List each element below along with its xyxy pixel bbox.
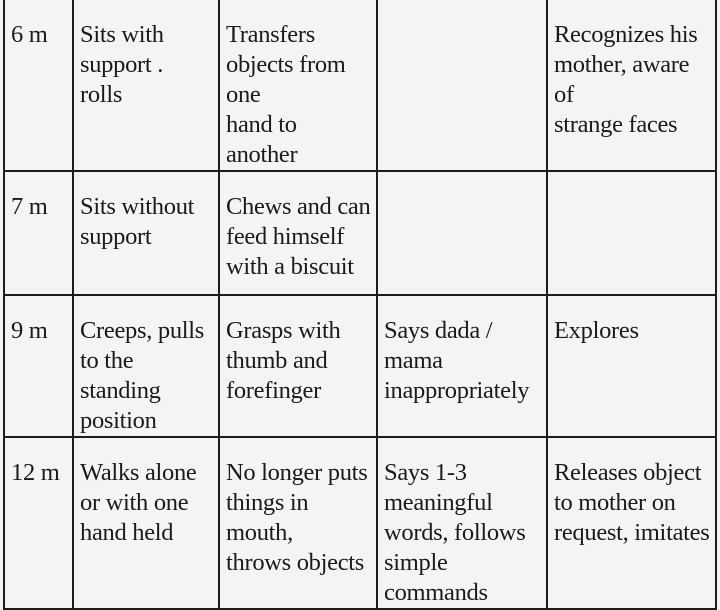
fine-motor-cell — [219, 171, 377, 295]
gross-motor-text: Sits with support . rolls — [80, 21, 164, 108]
gross-motor-text: Sits without support — [80, 193, 195, 250]
social-text: Recognizes his mother, aware of strange faces — [554, 21, 698, 138]
age-cell — [4, 295, 73, 437]
gross-motor-cell — [73, 437, 219, 609]
fine-motor-text: Transfers objects from one hand to another — [226, 21, 346, 168]
age-text: 12 m — [11, 459, 60, 486]
table-row-12m — [4, 437, 716, 609]
social-text: Releases object to mother on request, imitates — [554, 459, 710, 546]
social-cell — [547, 437, 716, 609]
social-cell — [547, 295, 716, 437]
fine-motor-cell — [219, 295, 377, 437]
gross-motor-text: Creeps, pulls to the standing position — [80, 317, 205, 434]
age-cell — [4, 0, 73, 171]
language-text: Says 1-3 meaningful words, follows simple commands — [384, 459, 526, 606]
language-cell — [377, 437, 547, 609]
language-cell — [377, 171, 547, 295]
age-cell — [4, 171, 73, 295]
age-text: 6 m — [11, 21, 48, 48]
age-text: 7 m — [11, 193, 48, 220]
fine-motor-text: Chews and can feed himself with a biscuit — [226, 193, 371, 280]
fine-motor-text: Grasps with thumb and forefinger — [226, 317, 341, 404]
table-row-7m — [4, 171, 716, 295]
developmental-milestones-table — [3, 0, 717, 610]
language-text: Says dada / mama inappropriately — [384, 317, 530, 404]
fine-motor-cell — [219, 0, 377, 171]
gross-motor-cell — [73, 295, 219, 437]
gross-motor-text: Walks alone or with one hand held — [80, 459, 197, 546]
language-cell — [377, 295, 547, 437]
social-cell — [547, 0, 716, 171]
social-text: Explores — [554, 317, 639, 344]
age-cell — [4, 437, 73, 609]
social-cell — [547, 171, 716, 295]
gross-motor-cell — [73, 0, 219, 171]
gross-motor-cell — [73, 171, 219, 295]
fine-motor-text: No longer puts things in mouth, throws objects — [226, 459, 368, 576]
table-row-9m — [4, 295, 716, 437]
table-row-6m — [4, 0, 716, 171]
age-text: 9 m — [11, 317, 48, 344]
language-cell — [377, 0, 547, 171]
fine-motor-cell — [219, 437, 377, 609]
